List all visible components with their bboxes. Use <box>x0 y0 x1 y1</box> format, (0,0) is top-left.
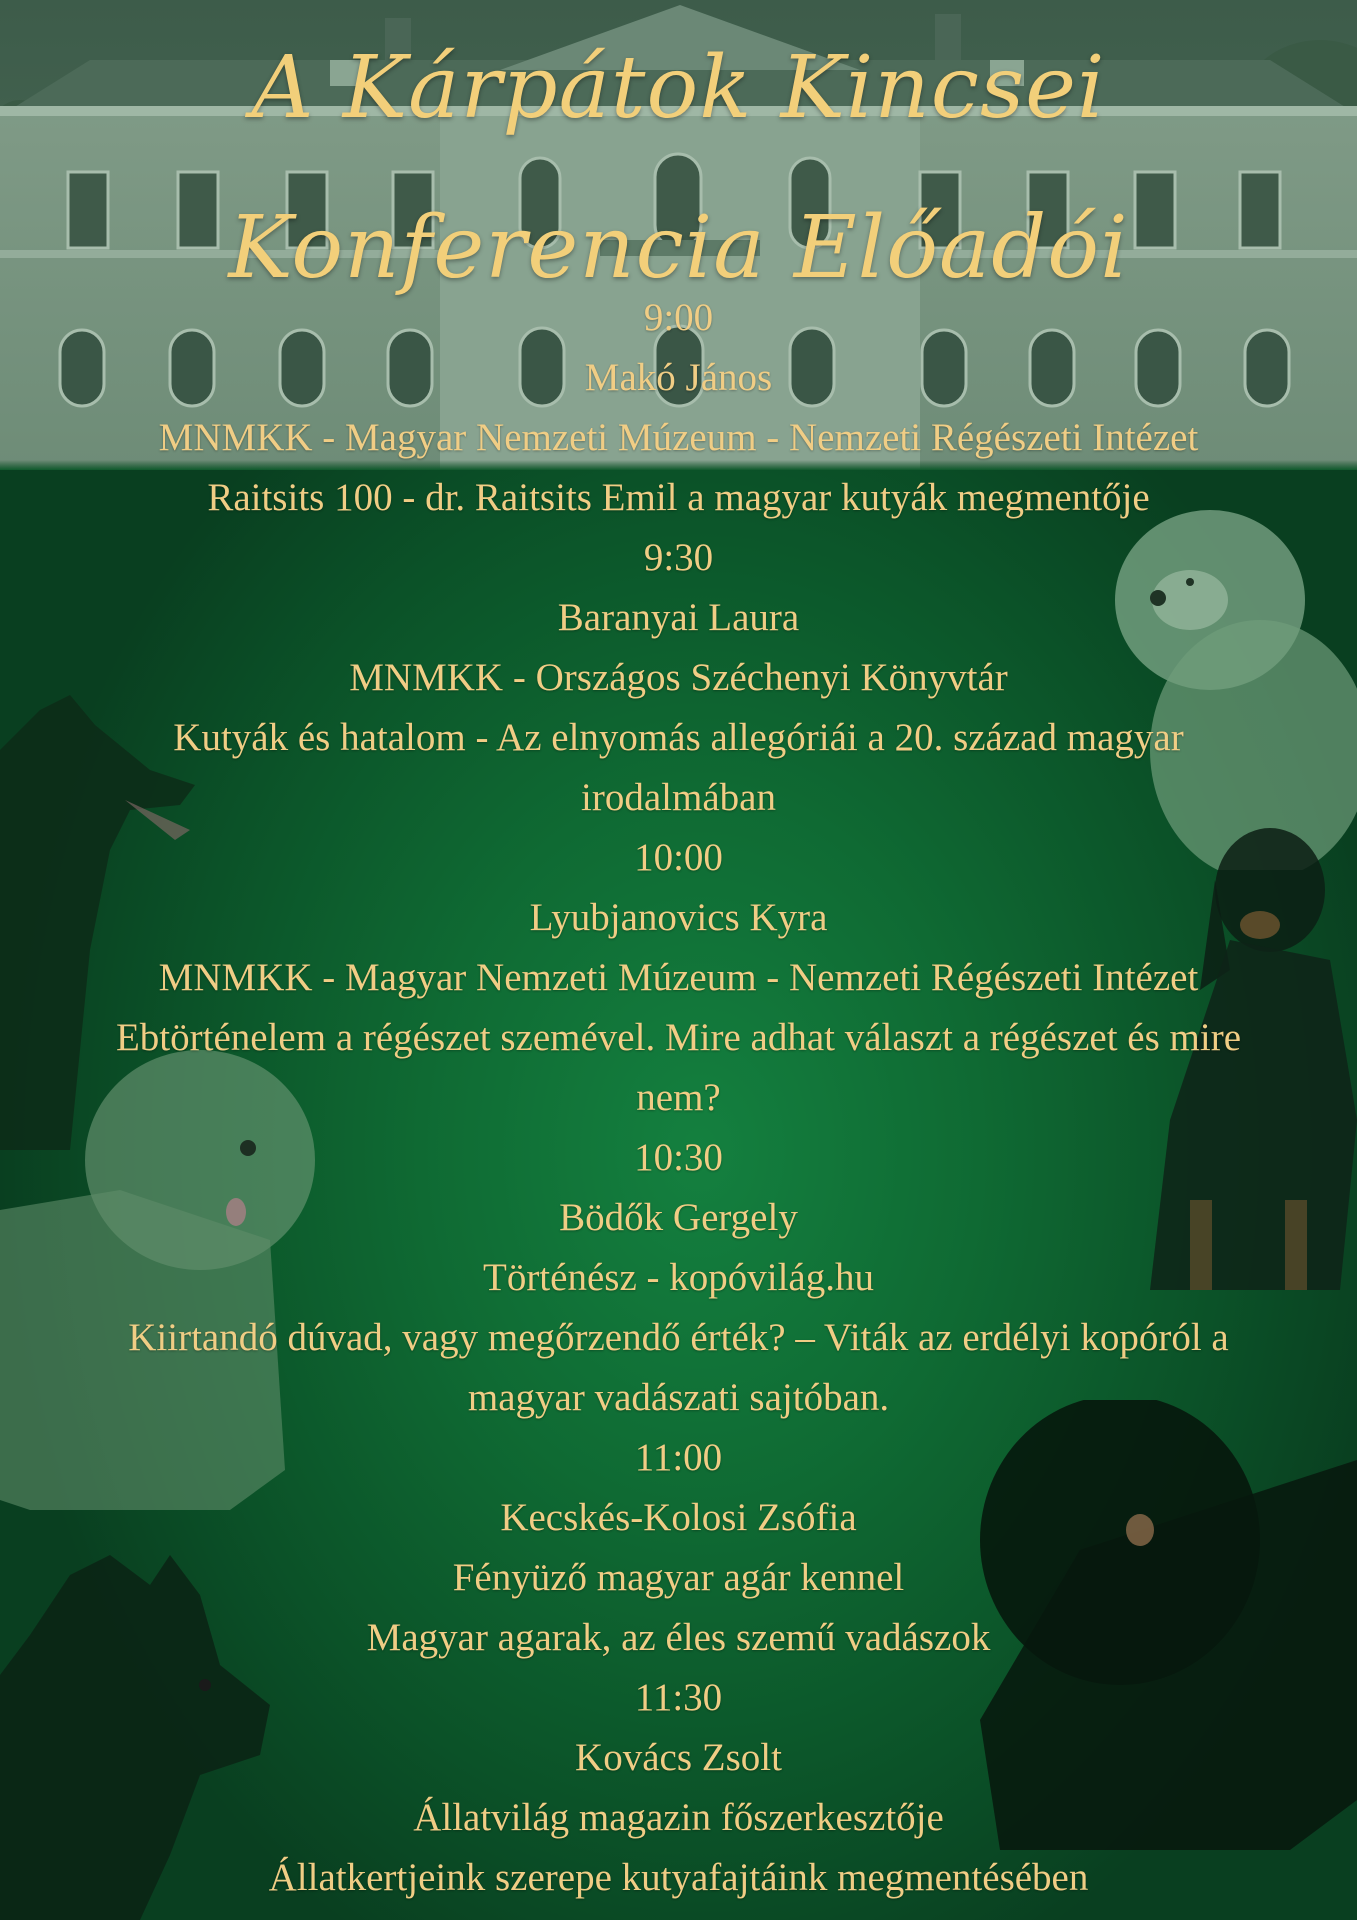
schedule <box>0 288 1357 1908</box>
speaker-affiliation: Állatvilág magazin főszerkesztője <box>413 1796 944 1839</box>
talk-title: Állatkertjeink szerepe kutyafajtáink megmentésében <box>268 1856 1089 1899</box>
talk-title: Magyar agarak, az éles szemű vadászok <box>366 1616 991 1659</box>
session-item <box>0 288 1357 528</box>
speaker-affiliation: MNMKK - Országos Széchenyi Könyvtár <box>349 656 1008 699</box>
speaker-name: Lyubjanovics Kyra <box>529 896 828 939</box>
session-time: 11:00 <box>634 1436 723 1479</box>
talk-title: Kiirtandó dúvad, vagy megőrzendő érték? – Viták az erdélyi kopóról a <box>128 1316 1229 1359</box>
title-line-2: Konferencia Előadói <box>228 198 1129 298</box>
speaker-affiliation: Történész - kopóvilág.hu <box>483 1256 874 1299</box>
session-item <box>0 828 1357 1128</box>
session-item <box>0 1428 1357 1668</box>
session-time: 11:30 <box>634 1676 723 1719</box>
speaker-affiliation: MNMKK - Magyar Nemzeti Múzeum - Nemzeti Régészeti Intézet <box>158 416 1199 459</box>
session-time: 10:30 <box>634 1136 723 1179</box>
talk-title: Raitsits 100 - dr. Raitsits Emil a magyar kutyák megmentője <box>207 476 1150 519</box>
session-time: 9:00 <box>643 296 714 339</box>
speaker-name: Kovács Zsolt <box>575 1736 782 1779</box>
session-item <box>0 528 1357 828</box>
title-line-1: A Kárpátok Kincsei <box>251 38 1106 138</box>
session-item <box>0 1128 1357 1428</box>
speaker-name: Baranyai Laura <box>557 596 800 639</box>
talk-title-continued: nem? <box>636 1076 721 1119</box>
talk-title: Kutyák és hatalom - Az elnyomás allegóriái a 20. század magyar <box>173 716 1184 759</box>
speaker-affiliation: MNMKK - Magyar Nemzeti Múzeum - Nemzeti Régészeti Intézet <box>158 956 1199 999</box>
talk-title-continued: magyar vadászati sajtóban. <box>467 1376 890 1419</box>
talk-title: Ebtörténelem a régészet szemével. Mire adhat választ a régészet és mire <box>115 1016 1242 1059</box>
session-time: 10:00 <box>634 836 723 879</box>
speaker-affiliation: Fényüző magyar agár kennel <box>452 1556 905 1599</box>
speaker-name: Kecskés-Kolosi Zsófia <box>500 1496 857 1539</box>
session-time: 9:30 <box>643 536 714 579</box>
speaker-name: Makó János <box>584 356 773 399</box>
speaker-name: Bödők Gergely <box>559 1196 798 1239</box>
talk-title-continued: irodalmában <box>581 776 776 819</box>
session-item <box>0 1668 1357 1908</box>
